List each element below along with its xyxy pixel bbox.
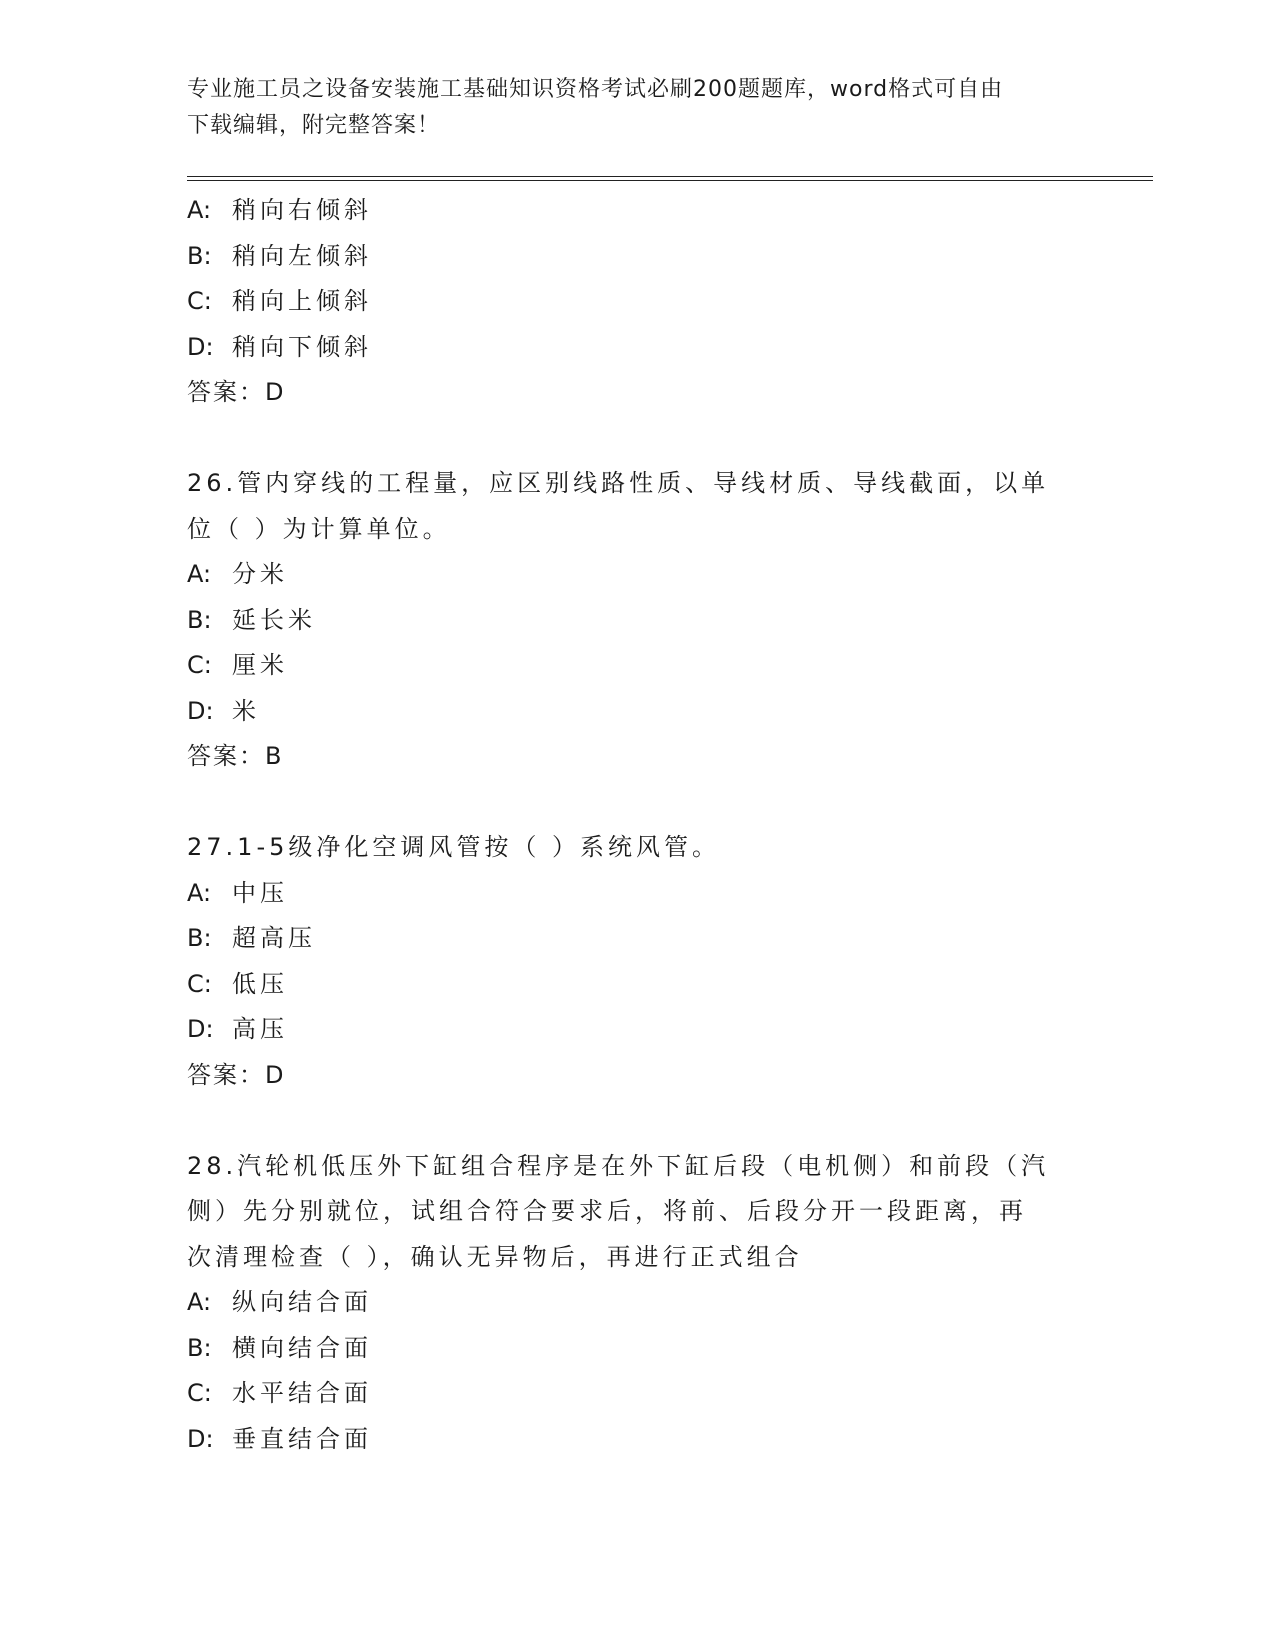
option-text: 水平结合面 — [232, 1379, 372, 1407]
header-title-line-2: 下载编辑，附完整答案！ — [187, 113, 441, 138]
option-letter: A: — [187, 878, 212, 907]
option-letter: A: — [187, 560, 212, 588]
option-letter: B: — [187, 924, 212, 952]
question-list — [187, 188, 1087, 1462]
question-27 — [187, 825, 1087, 1098]
document-header — [187, 72, 1087, 144]
option-c — [187, 279, 1087, 325]
question-stem-line: 次清理检查（ ），确认无异物后，再进行正式组合 — [187, 1242, 803, 1271]
option-letter: A: — [187, 1288, 212, 1316]
option-b — [187, 1326, 1087, 1372]
option-c — [187, 1371, 1087, 1417]
option-letter: C: — [187, 1379, 212, 1407]
option-text: 低压 — [232, 969, 288, 998]
question-28 — [187, 1144, 1087, 1463]
option-a — [187, 871, 1087, 917]
question-stem-line: 26.管内穿线的工程量，应区别线路性质、导线材质、导线截面，以单 — [187, 469, 1050, 497]
option-text: 稍向下倾斜 — [232, 332, 372, 361]
question-stem-line: 位（ ）为计算单位。 — [187, 514, 451, 543]
option-letter: C: — [187, 969, 212, 998]
option-letter: D: — [187, 696, 214, 725]
option-text: 延长米 — [232, 605, 316, 634]
spacer — [187, 1098, 1087, 1144]
question-stem-line: 27.1-5级净化空调风管按（ ）系统风管。 — [187, 833, 720, 861]
question-stem-line: 28.汽轮机低压外下缸组合程序是在外下缸后段（电机侧）和前段（汽 — [187, 1151, 1050, 1180]
option-d — [187, 689, 1087, 735]
option-letter: C: — [187, 651, 212, 679]
question-26 — [187, 461, 1087, 780]
option-letter: D: — [187, 332, 214, 361]
option-d — [187, 1007, 1087, 1053]
option-b — [187, 916, 1087, 962]
option-text: 高压 — [232, 1015, 288, 1043]
option-letter: B: — [187, 1333, 212, 1362]
option-text: 垂直结合面 — [232, 1424, 372, 1453]
option-text: 横向结合面 — [232, 1333, 372, 1362]
option-letter: D: — [187, 1424, 214, 1453]
option-text: 稍向上倾斜 — [232, 287, 372, 315]
answer-line: 答案：B — [187, 742, 284, 770]
option-text: 稍向左倾斜 — [232, 241, 372, 270]
option-d — [187, 1417, 1087, 1463]
option-text: 分米 — [232, 560, 288, 588]
header-double-rule — [187, 176, 1153, 181]
question-stem-line: 侧）先分别就位，试组合符合要求后，将前、后段分开一段距离，再 — [187, 1197, 1027, 1225]
question-25-options — [187, 188, 1087, 416]
answer-line: 答案：D — [187, 378, 286, 406]
option-text: 米 — [232, 696, 260, 725]
option-letter: A: — [187, 196, 212, 224]
option-letter: B: — [187, 241, 212, 270]
option-letter: C: — [187, 287, 212, 315]
option-a — [187, 1280, 1087, 1326]
spacer — [187, 416, 1087, 462]
option-d — [187, 325, 1087, 371]
option-text: 稍向右倾斜 — [232, 196, 372, 224]
option-letter: D: — [187, 1015, 214, 1043]
header-title-line-1: 专业施工员之设备安装施工基础知识资格考试必刷200题题库，word格式可自由 — [187, 77, 1004, 102]
option-a — [187, 552, 1087, 598]
option-b — [187, 234, 1087, 280]
option-c — [187, 643, 1087, 689]
option-letter: B: — [187, 605, 212, 634]
spacer — [187, 780, 1087, 826]
option-text: 厘米 — [232, 651, 288, 679]
answer-line: 答案：D — [187, 1060, 286, 1089]
option-text: 超高压 — [232, 924, 316, 952]
option-a — [187, 188, 1087, 234]
option-text: 中压 — [232, 878, 288, 907]
option-b — [187, 598, 1087, 644]
option-c — [187, 962, 1087, 1008]
option-text: 纵向结合面 — [232, 1288, 372, 1316]
